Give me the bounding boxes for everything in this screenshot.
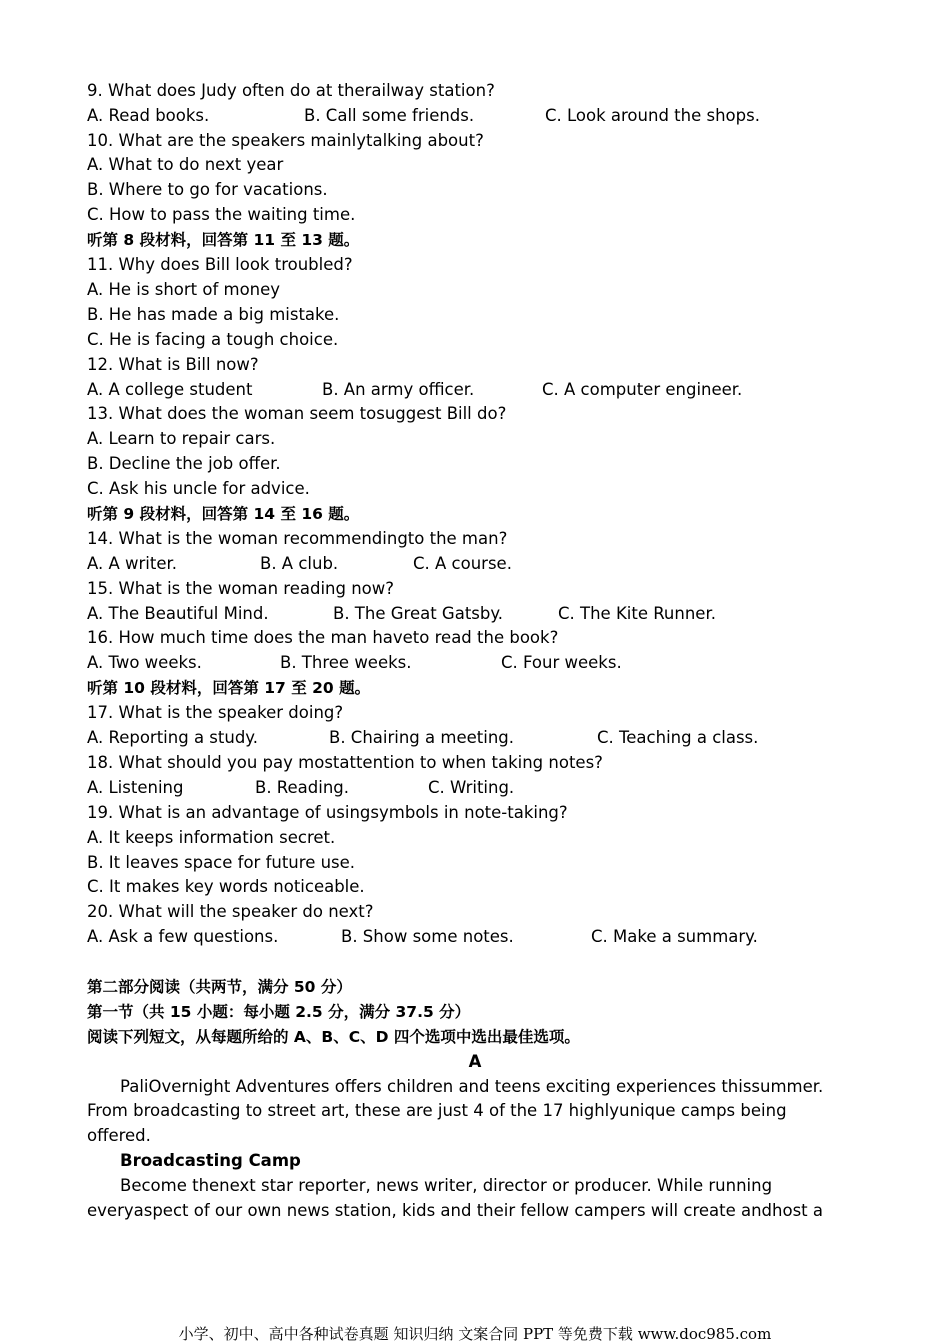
question-9: 9. What does Judy often do at therailway station? — [87, 81, 495, 100]
question-13: 13. What does the woman seem tosuggest Bill do? — [87, 404, 507, 423]
option-a: A. Ask a few questions. — [87, 927, 279, 946]
option-c: C. Writing. — [428, 778, 515, 797]
passage-letter: A — [468, 1052, 482, 1071]
paragraph-line: Become thenext star reporter, news writer, director or producer. While running — [120, 1176, 773, 1195]
option-b: B. Chairing a meeting. — [329, 728, 514, 747]
section-heading-8: 听第 8 段材料，回答第 11 至 13 题。 — [87, 231, 360, 249]
option-c: C. It makes key words noticeable. — [87, 877, 365, 896]
paragraph-line: everyaspect of our own news station, kids and their fellow campers will create andhost a — [87, 1201, 824, 1220]
option-a: A. The Beautiful Mind. — [87, 604, 269, 623]
option-b: B. A club. — [260, 554, 339, 573]
section-heading-9: 听第 9 段材料，回答第 14 至 16 题。 — [87, 505, 360, 523]
option-b: B. It leaves space for future use. — [87, 853, 356, 872]
option-c: C. How to pass the waiting time. — [87, 205, 356, 224]
paragraph-line: PaliOvernight Adventures offers children and teens exciting experiences thissummer. — [120, 1077, 824, 1096]
option-c: C. Teaching a class. — [597, 728, 759, 747]
part-2-heading: 第二部分阅读（共两节，满分 50 分） — [87, 978, 352, 996]
option-c: C. The Kite Runner. — [558, 604, 716, 623]
option-a: A. Learn to repair cars. — [87, 429, 276, 448]
option-b: B. Where to go for vacations. — [87, 180, 328, 199]
option-c: C. He is facing a tough choice. — [87, 330, 339, 349]
question-20: 20. What will the speaker do next? — [87, 902, 374, 921]
option-c: C. Four weeks. — [501, 653, 622, 672]
option-c: C. A computer engineer. — [542, 380, 743, 399]
option-a: A. Reporting a study. — [87, 728, 258, 747]
question-14: 14. What is the woman recommendingto the man? — [87, 529, 508, 548]
option-a: A. A writer. — [87, 554, 178, 573]
option-b: B. Show some notes. — [341, 927, 514, 946]
option-b: B. He has made a big mistake. — [87, 305, 340, 324]
option-c: C. Look around the shops. — [545, 106, 760, 125]
paragraph-line: offered. — [87, 1126, 151, 1145]
page-footer: 小学、初中、高中各种试卷真题 知识归纳 文案合同 PPT 等免费下载 www.doc985.com — [178, 1325, 772, 1343]
option-c: C. Make a summary. — [591, 927, 758, 946]
option-c: C. A course. — [413, 554, 512, 573]
section-heading-10: 听第 10 段材料，回答第 17 至 20 题。 — [87, 679, 371, 697]
option-a: A. Listening — [87, 778, 184, 797]
option-c: C. Ask his uncle for advice. — [87, 479, 310, 498]
instructions: 阅读下列短文，从每题所给的 A、B、C、D 四个选项中选出最佳选项。 — [87, 1028, 580, 1046]
question-12: 12. What is Bill now? — [87, 355, 259, 374]
question-15: 15. What is the woman reading now? — [87, 579, 395, 598]
option-a: A. It keeps information secret. — [87, 828, 336, 847]
question-18: 18. What should you pay mostattention to when taking notes? — [87, 753, 603, 772]
option-a: A. He is short of money — [87, 280, 281, 299]
question-10: 10. What are the speakers mainlytalking about? — [87, 131, 484, 150]
option-a: A. Two weeks. — [87, 653, 202, 672]
camp-title: Broadcasting Camp — [120, 1151, 301, 1170]
option-a: A. A college student — [87, 380, 253, 399]
option-a: A. What to do next year — [87, 155, 284, 174]
question-11: 11. Why does Bill look troubled? — [87, 255, 353, 274]
option-b: B. Decline the job offer. — [87, 454, 281, 473]
option-b: B. Reading. — [255, 778, 350, 797]
option-b: B. Call some friends. — [304, 106, 475, 125]
option-b: B. Three weeks. — [280, 653, 412, 672]
option-b: B. The Great Gatsby. — [333, 604, 504, 623]
paragraph-line: From broadcasting to street art, these are just 4 of the 17 highlyunique camps being — [87, 1101, 787, 1120]
option-b: B. An army officer. — [322, 380, 475, 399]
question-19: 19. What is an advantage of usingsymbols in note-taking? — [87, 803, 568, 822]
question-16: 16. How much time does the man haveto read the book? — [87, 628, 559, 647]
question-17: 17. What is the speaker doing? — [87, 703, 344, 722]
option-a: A. Read books. — [87, 106, 210, 125]
section-1-heading: 第一节（共 15 小题：每小题 2.5 分，满分 37.5 分） — [87, 1003, 471, 1021]
